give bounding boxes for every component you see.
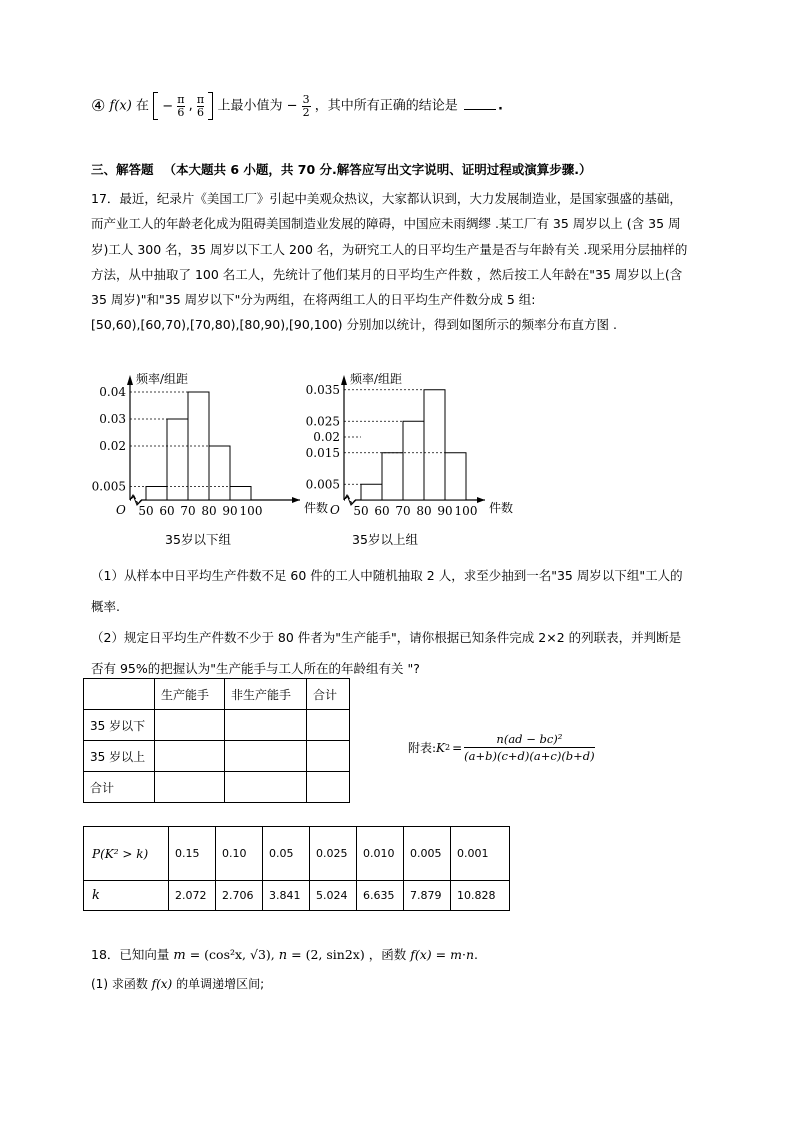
section-note: （本大题共 6 小题，共 70 分.解答应写出文字说明、证明过程或演算步骤.）: [163, 162, 592, 177]
origin-label: O: [330, 503, 340, 517]
formula-numerator: n(ad − bc)²: [464, 731, 594, 748]
p-value-cell: 0.001: [451, 827, 510, 881]
histogram-bar: [146, 487, 167, 501]
chart-title: 35岁以下组: [165, 532, 231, 547]
function-fx: f(x): [410, 947, 432, 962]
y-tick-label: 0.03: [99, 412, 126, 426]
interval-comma: ,: [188, 98, 193, 114]
q18-text: 18．已知向量 m = (cos²x, √3), n = (2, sin2x) ，函数 f(x) = m·n.: [91, 947, 478, 963]
critical-value-table: [83, 826, 510, 911]
x-tick-label: 60: [159, 504, 175, 518]
k-value-cell: 10.828: [451, 881, 510, 911]
table-cell[interactable]: [225, 772, 307, 803]
pi-num-right: π: [196, 92, 205, 106]
q16-item4: ④ f(x) 在 − $\frac{\pi}{6}$ , $\frac{\pi}{6}$ 上最小值为 − $\frac{3}{2}$ ，其中所有正确的结论是 .: [91, 92, 503, 119]
interval-left-value: − $\frac{\pi}{6}$: [162, 92, 185, 119]
interval-right-value: [197, 94, 204, 119]
table-cell[interactable]: [155, 741, 225, 772]
p-value-cell: 0.15: [169, 827, 216, 881]
table-cell[interactable]: [155, 710, 225, 741]
interval-bracket-right: [208, 92, 213, 120]
p-row-label: P(K² > k): [84, 827, 169, 881]
k-value-cell: 7.879: [404, 881, 451, 911]
formula-k: K: [436, 740, 446, 755]
table-cell[interactable]: [225, 741, 307, 772]
x-tick-label: 90: [437, 504, 453, 518]
q17-line: [50,60),[60,70),[70,80),[80,90),[90,100) 分别加以统计，得到如图所示的频率分布直方图 .: [91, 317, 617, 333]
q17-line: 岁)工人 300 名，35 周岁以下工人 200 名，为研究工人的日平均生产量是否与年龄有关 .现采用分层抽样的: [91, 241, 688, 257]
q17-line: 方法，从中抽取了 100 名工人，先统计了他们某月的日平均生产件数 ，然后按工人年龄在"35 周岁以上(含: [91, 266, 683, 282]
six-den-right: 6: [197, 105, 205, 119]
table-cell[interactable]: [307, 710, 350, 741]
text-min: 上最小值为: [217, 98, 283, 114]
k-value-cell: 2.706: [216, 881, 263, 911]
axis-break-mask: [345, 499, 355, 501]
formula-sup: 2: [445, 743, 451, 752]
k-value-cell: 5.024: [310, 881, 357, 911]
x-tick-label: 70: [180, 504, 196, 518]
y-tick-label: 0.035: [305, 382, 340, 397]
axis-break-mask: [131, 499, 141, 501]
x-tick-label: 50: [353, 504, 369, 518]
y-axis-arrow: [341, 375, 347, 385]
histogram-over-35: [300, 365, 525, 555]
table-header-cell: [84, 679, 155, 710]
min-minus: −: [286, 98, 298, 114]
p-value-cell: 0.010: [357, 827, 404, 881]
fraction-three-halves: $\frac{3}{2}$: [302, 92, 310, 119]
q17-line: 而产业工人的年龄老化成为阻碍美国制造业发展的障碍，中国应未雨绸缪 .某工厂有 35 周岁以上 (含 35 周: [91, 216, 681, 232]
histogram-bar: [382, 453, 403, 500]
x-tick-label: 100: [454, 504, 478, 518]
y-tick-label: 0.04: [99, 385, 126, 399]
section-title: 三、解答题: [91, 162, 154, 177]
x-axis-arrow: [292, 497, 300, 503]
table-cell[interactable]: [307, 772, 350, 803]
x-axis-label: 件数: [304, 501, 329, 515]
table-row-label: 35 岁以下: [84, 710, 155, 741]
y-tick-label: 0.015: [305, 445, 340, 460]
y-tick-label: 0.005: [305, 477, 340, 492]
table-cell[interactable]: [225, 710, 307, 741]
x-tick-label: 90: [222, 504, 238, 518]
function-fx: f(x): [109, 98, 132, 114]
text-in: 在: [135, 98, 149, 114]
y-tick-label: 0.02: [313, 430, 340, 444]
q17-part1: （1）从样本中日平均生产件数不足 60 件的工人中随机抽取 2 人，求至少抽到一名"35 周岁以下组"工人的 概率.: [91, 568, 683, 614]
table-row-label: 35 岁以上: [84, 741, 155, 772]
table-header-cell: 生产能手: [155, 679, 225, 710]
table-header-cell: 合计: [307, 679, 350, 710]
histogram-bar: [424, 390, 445, 500]
histogram-bar: [230, 487, 251, 501]
q17-line: 17．最近，纪录片《美国工厂》引起中美观众热议，大家都认识到，大力发展制造业，是国家强盛的基础，: [91, 191, 682, 206]
table-row-label: 合计: [84, 772, 155, 803]
k-row-label: k: [84, 881, 169, 911]
table-cell[interactable]: [155, 772, 225, 803]
text-tail: ，其中所有正确的结论是: [314, 98, 458, 114]
table-header-cell: 非生产能手: [225, 679, 307, 710]
vector-m: m: [173, 948, 186, 963]
vector-n: n: [278, 948, 288, 963]
x-tick-label: 50: [138, 504, 154, 518]
x-tick-label: 100: [239, 504, 263, 518]
histogram-bar: [167, 419, 188, 500]
y-tick-label: 0.005: [91, 479, 126, 494]
x-axis-label: 件数: [489, 501, 514, 515]
y-tick-label: 0.025: [305, 414, 340, 429]
histogram-bar: [361, 484, 382, 500]
q17-text: [91, 186, 711, 338]
contingency-table: [83, 678, 350, 803]
x-tick-label: 60: [374, 504, 390, 518]
formula-fraction: [464, 731, 594, 764]
k-squared-formula: [408, 731, 595, 764]
q17-part2: （2）规定日平均生产件数不少于 80 件者为"生产能手"，请你根据已知条件完成 2×2 的列联表，并判断是 否有 95%的把握认为"生产能手与工人所在的年龄组有关 "?: [91, 630, 682, 676]
x-tick-label: 80: [201, 504, 217, 518]
interval-bracket: [153, 92, 158, 120]
circled-number: ④: [91, 95, 106, 115]
histogram-bar: [209, 446, 230, 500]
x-axis-arrow: [477, 497, 485, 503]
vector-m-value: (cos²x, √3): [204, 947, 271, 962]
answer-blank[interactable]: [464, 99, 496, 110]
table-cell[interactable]: [307, 741, 350, 772]
section-heading: [91, 160, 592, 178]
six-den-left: 6: [177, 105, 185, 119]
p-value-cell: 0.10: [216, 827, 263, 881]
k-value-cell: 6.635: [357, 881, 404, 911]
x-tick-label: 70: [395, 504, 411, 518]
histogram-bar: [445, 453, 466, 500]
k-value-cell: 3.841: [263, 881, 310, 911]
histogram-bar: [403, 421, 424, 500]
p-value-cell: 0.025: [310, 827, 357, 881]
origin-label: O: [116, 503, 126, 517]
x-tick-label: 80: [416, 504, 432, 518]
vector-n-value: (2, sin2x): [305, 947, 365, 962]
chart-title: 35岁以上组: [352, 532, 418, 547]
pi-num-left: π: [177, 92, 185, 106]
k-value-cell: 2.072: [169, 881, 216, 911]
p-value-cell: 0.005: [404, 827, 451, 881]
y-axis-label: 频率/组距: [350, 372, 403, 386]
formula-eq: =: [452, 740, 463, 755]
y-axis-label: 频率/组距: [136, 372, 189, 386]
p-value-cell: 0.05: [263, 827, 310, 881]
q18-prefix: 18．已知向量: [91, 947, 170, 962]
formula-denominator: (a+b)(c+d)(a+c)(b+d): [464, 749, 595, 763]
y-axis-arrow: [127, 375, 133, 385]
y-tick-label: 0.02: [99, 439, 126, 453]
q18-part1: (1) 求函数 f(x) 的单调递增区间;: [91, 977, 265, 991]
formula-prefix: 附表:: [408, 741, 437, 755]
q17-line: 35 周岁)"和"35 周岁以下"分为两组，在将两组工人的日平均生产件数分成 5 组:: [91, 292, 536, 308]
